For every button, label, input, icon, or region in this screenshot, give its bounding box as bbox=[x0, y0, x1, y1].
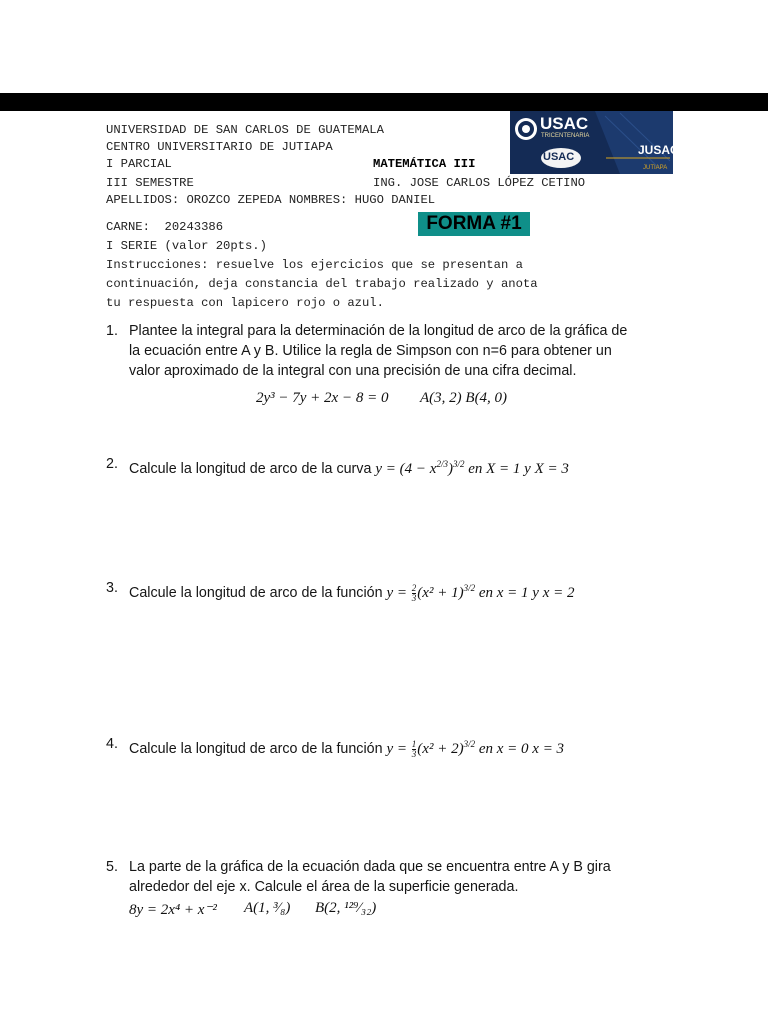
question-5-point-b: B(2, ¹²⁹⁄₃₂) bbox=[315, 900, 377, 916]
formula-exp: 3/2 bbox=[463, 583, 476, 593]
semester-label: III SEMESTRE bbox=[106, 176, 194, 190]
parcial-label: I PARCIAL bbox=[106, 157, 172, 171]
question-text: Calcule la longitud de arco de la función bbox=[129, 741, 387, 757]
forma-badge: FORMA #1 bbox=[418, 212, 530, 236]
usac-title: USAC bbox=[540, 114, 589, 133]
fraction-numerator: 1 bbox=[411, 739, 417, 750]
formula bbox=[386, 739, 565, 760]
question-number: 3. bbox=[106, 580, 118, 596]
instructions-line-1: Instrucciones: resuelve los ejercicios que se presentan a bbox=[106, 258, 523, 272]
serie-label: I SERIE (valor 20pts.) bbox=[106, 239, 267, 253]
formula-exp: 3/2 bbox=[463, 739, 476, 749]
fraction bbox=[412, 740, 417, 759]
teacher-name: ING. JOSE CARLOS LÓPEZ CETINO bbox=[373, 176, 586, 190]
usac-oval-label: USAC bbox=[543, 151, 575, 163]
question-1-points: A(3, 2) B(4, 0) bbox=[420, 390, 508, 406]
question-5-point-a: A(1, ³⁄₈) bbox=[244, 900, 291, 916]
question-number: 4. bbox=[106, 736, 118, 752]
fraction-numerator: 2 bbox=[411, 583, 417, 594]
formula bbox=[375, 461, 568, 477]
question-text: Calcule la longitud de arco de la curva bbox=[129, 461, 376, 477]
formula-mid: (x² + 1) bbox=[417, 585, 464, 601]
question-number: 2. bbox=[106, 456, 118, 472]
instructions-line-3: tu respuesta con lapicero rojo o azul. bbox=[106, 296, 384, 310]
formula-tail: en x = 0 x = 3 bbox=[475, 741, 565, 757]
course-name: MATEMÁTICA III bbox=[373, 157, 476, 171]
question-line: valor aproximado de la integral con una precisión de una cifra decimal. bbox=[129, 363, 577, 379]
top-black-bar bbox=[0, 93, 768, 111]
formula-tail: en X = 1 y X = 3 bbox=[464, 461, 569, 477]
formula-lhs: y = bbox=[386, 741, 411, 757]
formula-exp-inner: 2/3 bbox=[436, 459, 448, 469]
carne-number: CARNE: 20243386 bbox=[106, 220, 224, 234]
formula-close: ) bbox=[447, 461, 453, 477]
formula-exp-outer: 3/2 bbox=[452, 459, 465, 469]
question-number: 5. bbox=[106, 859, 118, 875]
fraction bbox=[412, 584, 417, 603]
university-name: UNIVERSIDAD DE SAN CARLOS DE GUATEMALA bbox=[106, 123, 384, 137]
formula-lhs: y = (4 − x bbox=[375, 461, 437, 477]
instructions-line-2: continuación, deja constancia del trabajo realizado y anota bbox=[106, 277, 538, 291]
formula-lhs: y = bbox=[386, 585, 411, 601]
formula-tail: en x = 1 y x = 2 bbox=[475, 585, 575, 601]
question-number: 1. bbox=[106, 323, 118, 339]
usac-logo bbox=[510, 111, 679, 174]
question-line: La parte de la gráfica de la ecuación dada que se encuentra entre A y B gira bbox=[129, 859, 611, 875]
tricentenaria-label: TRICENTENARIA bbox=[541, 133, 590, 139]
question-1-equation: 2y³ − 7y + 2x − 8 = 0 bbox=[256, 390, 389, 406]
fraction-denominator: 3 bbox=[411, 593, 417, 604]
formula-mid: (x² + 2) bbox=[417, 741, 464, 757]
question-line: Plantee la integral para la determinación de la longitud de arco de la gráfica de bbox=[129, 323, 628, 339]
center-name: CENTRO UNIVERSITARIO DE JUTIAPA bbox=[106, 140, 333, 154]
jutiapa-label: JUTIAPA bbox=[643, 165, 668, 171]
question-line: alrededor del eje x. Calcule el área de la superficie generada. bbox=[129, 879, 519, 895]
question-text: Calcule la longitud de arco de la función bbox=[129, 585, 387, 601]
formula bbox=[386, 583, 575, 604]
question-line: la ecuación entre A y B. Utilice la regla de Simpson con n=6 para obtener un bbox=[129, 343, 612, 359]
question-5-equation: 8y = 2x⁴ + x⁻² bbox=[129, 902, 217, 918]
fraction-denominator: 3 bbox=[411, 749, 417, 760]
jusac-label: JUSAC bbox=[638, 143, 679, 157]
student-name: APELLIDOS: OROZCO ZEPEDA NOMBRES: HUGO DANIEL bbox=[106, 193, 436, 207]
